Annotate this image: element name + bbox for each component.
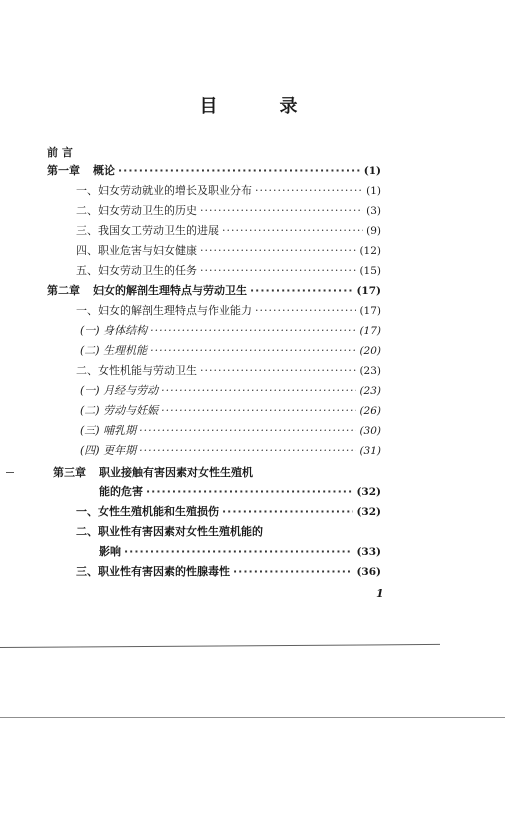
toc-entry-page: (31)	[359, 445, 381, 457]
leader-dots	[222, 505, 353, 519]
toc-entry[interactable]	[80, 404, 381, 418]
toc-entry-label: 概论	[93, 164, 115, 177]
toc-entry-label: 四、职业危害与妇女健康	[76, 244, 197, 257]
toc-entry-label: 三、职业性有害因素的性腺毒性	[76, 565, 230, 578]
toc-entry-label: (一) 月经与劳动	[80, 384, 159, 397]
leader-dots	[222, 224, 363, 238]
leader-dots	[150, 324, 356, 338]
toc-title: 目 录	[199, 96, 320, 117]
leader-dots	[200, 244, 356, 258]
toc-entry-label: 一、妇女劳动就业的增长及职业分布	[76, 184, 252, 197]
toc-entry-preface[interactable]	[47, 146, 73, 160]
chapter-number: 第一章	[47, 164, 80, 177]
toc-entry-label: 五、妇女劳动卫生的任务	[76, 264, 197, 277]
leader-dots	[255, 304, 356, 318]
toc-entry[interactable]	[76, 184, 381, 198]
leader-dots	[233, 565, 353, 579]
toc-entry[interactable]	[76, 525, 263, 539]
toc-entry-label: (四) 更年期	[80, 444, 137, 457]
leader-dots	[146, 485, 353, 499]
toc-entry-page: (17)	[359, 325, 381, 337]
page-number: 1	[376, 587, 384, 600]
toc-entry-label: (二) 劳动与妊娠	[80, 404, 159, 417]
toc-entry-page: (36)	[356, 566, 381, 578]
toc-entry-label: 前 言	[47, 146, 73, 159]
toc-entry-chapter-3[interactable]	[53, 466, 253, 480]
toc-entry[interactable]	[76, 224, 381, 238]
chapter-number: 第三章	[53, 466, 86, 479]
toc-entry-label: 二、女性机能与劳动卫生	[76, 364, 197, 377]
leader-dots	[161, 404, 356, 418]
toc-entry-label: (二) 生理机能	[80, 344, 148, 357]
leader-dots	[124, 545, 353, 559]
toc-entry-chapter-3-cont[interactable]	[99, 485, 381, 499]
toc-entry-page: (32)	[356, 506, 381, 518]
leader-dots	[200, 204, 363, 218]
toc-entry[interactable]	[76, 264, 381, 278]
toc-entry-page: (30)	[359, 425, 381, 437]
toc-entry[interactable]	[76, 204, 381, 218]
toc-entry-page: (17)	[356, 285, 381, 297]
toc-entry[interactable]	[76, 364, 381, 378]
toc-entry-page: (12)	[359, 245, 381, 257]
chapter-number: 第二章	[47, 284, 80, 297]
leader-dots	[250, 284, 353, 298]
toc-entry[interactable]	[76, 505, 381, 519]
leader-dots	[150, 344, 356, 358]
margin-mark	[6, 472, 14, 473]
leader-dots	[139, 424, 356, 438]
leader-dots	[200, 264, 356, 278]
toc-entry[interactable]	[80, 444, 381, 458]
toc-entry-page: (20)	[359, 345, 381, 357]
toc-entry[interactable]	[76, 304, 381, 318]
leader-dots	[118, 164, 361, 178]
scan-edge-line	[0, 717, 505, 718]
toc-entry-label: 一、妇女的解剖生理特点与作业能力	[76, 304, 252, 317]
toc-entry-page: (3)	[366, 205, 381, 217]
toc-entry-label: 一、女性生殖机能和生殖损伤	[76, 505, 219, 518]
leader-dots	[139, 444, 356, 458]
toc-entry-page: (15)	[359, 265, 381, 277]
leader-dots	[255, 184, 363, 198]
toc-entry[interactable]	[76, 565, 381, 579]
toc-entry-label: (三) 哺乳期	[80, 424, 137, 437]
toc-entry-page: (1)	[363, 165, 381, 177]
leader-dots	[161, 384, 356, 398]
toc-entry-label: 妇女的解剖生理特点与劳动卫生	[93, 284, 247, 297]
toc-entry-page: (32)	[356, 486, 381, 498]
toc-entry-label: 职业接触有害因素对女性生殖机	[99, 466, 253, 479]
toc-entry-page: (23)	[359, 385, 381, 397]
toc-entry-label: 二、妇女劳动卫生的历史	[76, 204, 197, 217]
toc-entry-page: (1)	[366, 185, 381, 197]
toc-entry[interactable]	[80, 324, 381, 338]
toc-entry-chapter-2[interactable]	[47, 284, 381, 298]
leader-dots	[200, 364, 356, 378]
toc-entry-page: (23)	[359, 365, 381, 377]
toc-entry-page: (17)	[359, 305, 381, 317]
toc-entry-chapter-1[interactable]	[47, 164, 381, 178]
toc-entry-page: (33)	[356, 546, 381, 558]
toc-entry-label: 能的危害	[99, 485, 143, 498]
toc-entry[interactable]	[80, 344, 381, 358]
toc-entry[interactable]	[76, 244, 381, 258]
toc-entry-label: 影响	[99, 545, 121, 558]
toc-entry[interactable]	[80, 384, 381, 398]
toc-entry-page: (26)	[359, 405, 381, 417]
toc-entry-label: 二、职业性有害因素对女性生殖机能的	[76, 525, 263, 538]
toc-entry-label: 三、我国女工劳动卫生的进展	[76, 224, 219, 237]
toc-entry-page: (9)	[366, 225, 381, 237]
toc-entry-cont[interactable]	[99, 545, 381, 559]
toc-entry-label: (一) 身体结构	[80, 324, 148, 337]
toc-entry[interactable]	[80, 424, 381, 438]
